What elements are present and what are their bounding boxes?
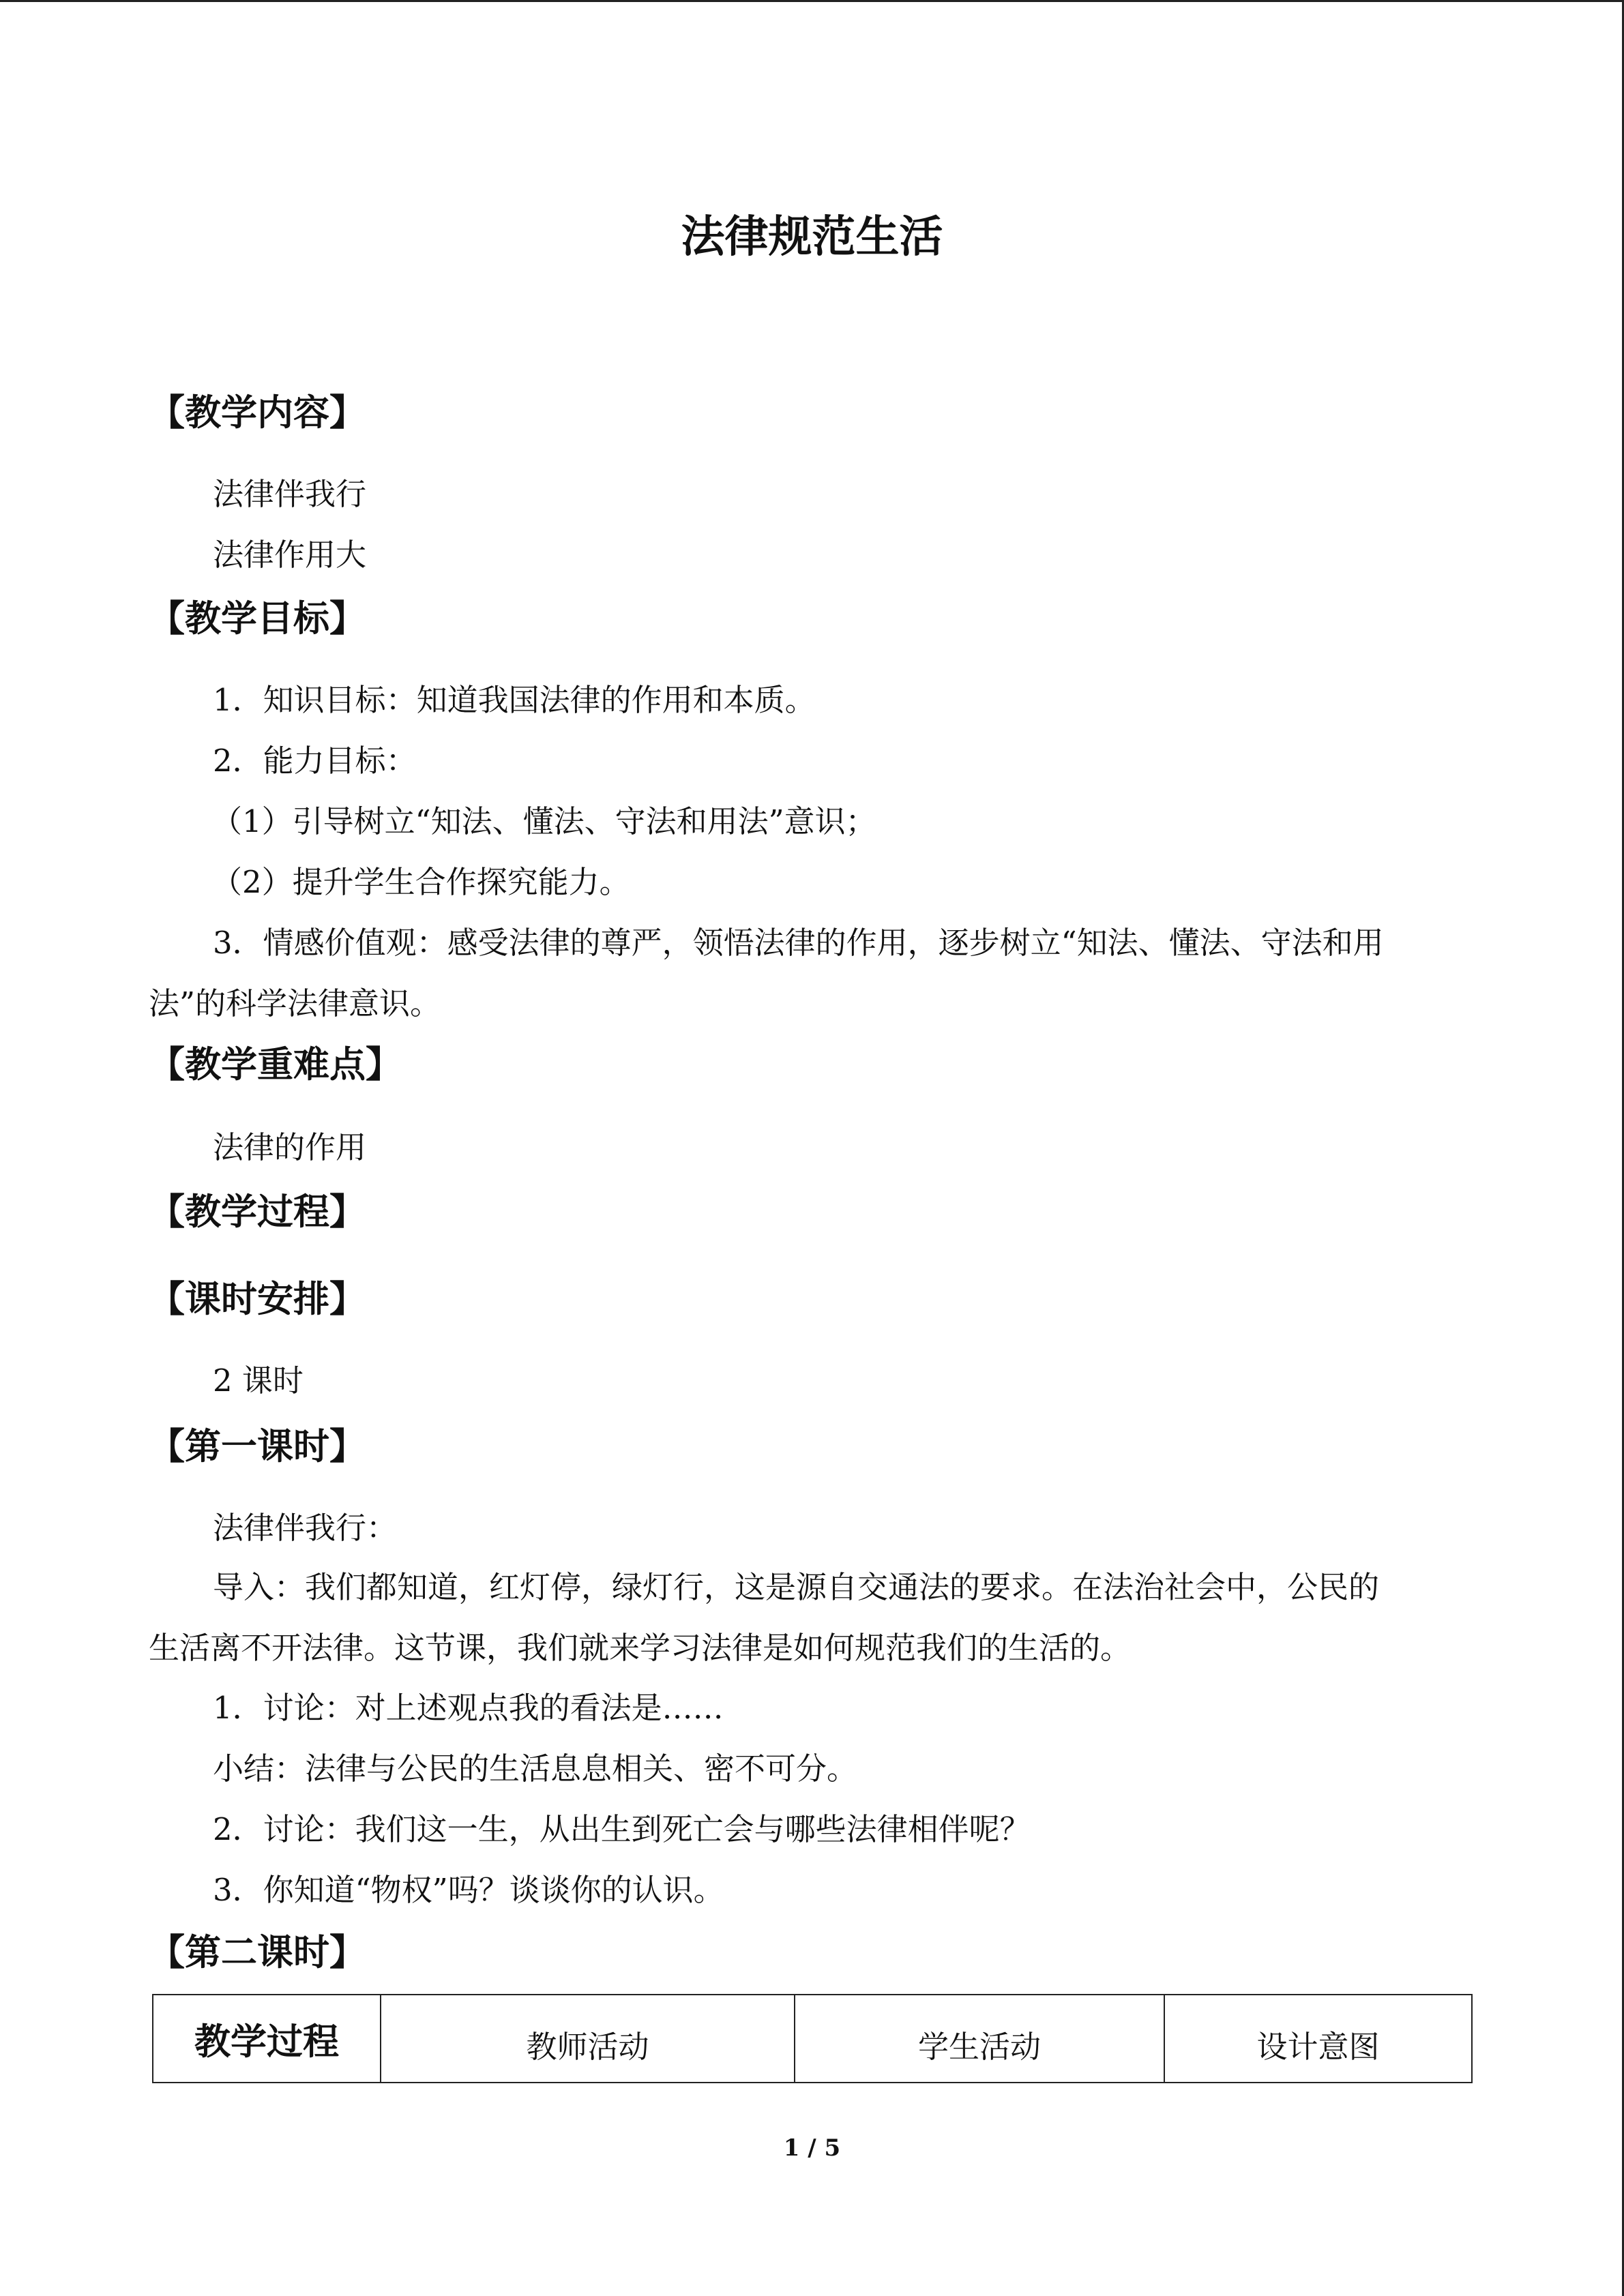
table-header-student-activity: 学生活动 — [795, 1995, 1164, 2083]
table-header-teacher-activity: 教师活动 — [381, 1995, 795, 2083]
heading-teaching-goals: 【教学目标】 — [149, 597, 366, 640]
heading-schedule: 【课时安排】 — [149, 1278, 366, 1320]
lesson1-item-4: 小结：法律与公民的生活息息相关、密不可分。 — [213, 1750, 858, 1787]
goal-item-5-continued: 法”的科学法律意识。 — [149, 985, 441, 1022]
document-title: 法律规范生活 — [681, 211, 943, 263]
key-point-item-1: 法律的作用 — [213, 1129, 367, 1165]
content-item-2: 法律作用大 — [213, 537, 367, 573]
page-top-border — [0, 0, 1624, 2]
lesson1-item-5: 2．讨论：我们这一生，从出生到死亡会与哪些法律相伴呢？ — [213, 1811, 1031, 1847]
goal-item-5: 3．情感价值观：感受法律的尊严，领悟法律的作用，逐步树立“知法、懂法、守法和用 — [213, 925, 1384, 961]
goal-item-2: 2．能力目标： — [213, 743, 417, 779]
goal-item-3: （1）引导树立“知法、懂法、守法和用法”意识； — [211, 803, 876, 839]
lesson1-item-1: 法律伴我行： — [213, 1510, 398, 1546]
lesson1-item-2-continued: 生活离不开法律。这节课，我们就来学习法律是如何规范我们的生活的。 — [149, 1630, 1132, 1666]
table-header-row — [153, 1995, 1472, 2083]
heading-lesson-1: 【第一课时】 — [149, 1425, 366, 1467]
lesson1-item-6: 3．你知道“物权”吗？谈谈你的认识。 — [213, 1872, 724, 1908]
lesson2-process-table — [152, 1994, 1473, 2083]
schedule-item-1: 2 课时 — [213, 1362, 304, 1399]
goal-item-1: 1．知识目标：知道我国法律的作用和本质。 — [213, 682, 816, 718]
lesson1-item-3: 1．讨论：对上述观点我的看法是…… — [213, 1690, 724, 1726]
content-item-1: 法律伴我行 — [213, 476, 367, 512]
heading-lesson-2: 【第二课时】 — [149, 1931, 366, 1973]
lesson1-item-2: 导入：我们都知道，红灯停，绿灯行，这是源自交通法的要求。在法治社会中，公民的 — [213, 1569, 1380, 1605]
heading-teaching-process: 【教学过程】 — [149, 1191, 366, 1233]
goal-item-4: （2）提升学生合作探究能力。 — [211, 864, 630, 900]
table-header-process: 教学过程 — [153, 1995, 381, 2083]
heading-key-points: 【教学重难点】 — [149, 1043, 402, 1086]
page-indicator: 1 / 5 — [783, 2134, 841, 2162]
heading-teaching-content: 【教学内容】 — [149, 391, 366, 434]
table-header-design-intent: 设计意图 — [1164, 1995, 1472, 2083]
